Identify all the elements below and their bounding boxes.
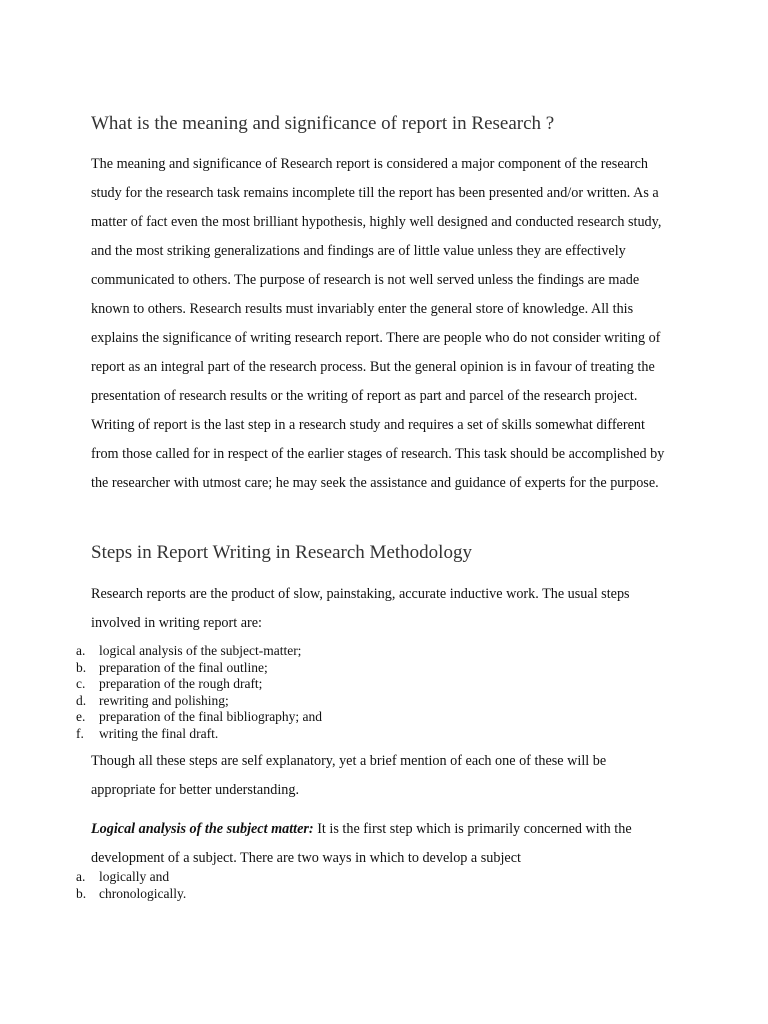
paragraph-line: presentation of research results or the writing of report as part and parcel of the research project.	[91, 388, 638, 404]
paragraph-line: the researcher with utmost care; he may seek the assistance and guidance of experts for the purpose.	[91, 475, 659, 491]
paragraph-line: appropriate for better understanding.	[91, 782, 300, 798]
list-item	[76, 693, 322, 710]
list-item-text: logically and	[99, 869, 170, 884]
list-item	[76, 726, 322, 743]
list-item	[76, 643, 322, 660]
list-item-text: rewriting and polishing;	[99, 692, 229, 708]
list-item-text: writing the final draft.	[99, 725, 219, 741]
list-item-text: preparation of the rough draft;	[99, 676, 263, 691]
list-item	[76, 676, 322, 693]
paragraph-line: study for the research task remains incomplete till the report has been presented and/or written. As a	[91, 185, 659, 201]
paragraph-line: Writing of report is the last step in a research study and requires a set of skills somewhat different	[91, 417, 645, 433]
paragraph-line: involved in writing report are:	[91, 615, 262, 631]
paragraph-logical-analysis	[91, 815, 691, 873]
section-heading-meaning: What is the meaning and significance of report in Research ?	[91, 113, 555, 134]
paragraph-line: communicated to others. The purpose of research is not well served unless the findings are made	[91, 272, 640, 288]
list-item-text: preparation of the final bibliography; and	[99, 709, 323, 724]
list-marker: d.	[76, 692, 87, 708]
paragraph-line: from those called for in respect of the earlier stages of research. This task should be accomplished by	[91, 446, 665, 462]
paragraph-line: and the most striking generalizations and findings are of little value unless they are effectively	[91, 243, 626, 259]
ways-list	[76, 869, 186, 902]
paragraph-line: The meaning and significance of Research report is considered a major component of the research	[91, 156, 649, 172]
list-item	[76, 660, 322, 677]
paragraph-line: Research reports are the product of slow, painstaking, accurate inductive work. The usual steps	[91, 586, 630, 602]
section-heading-steps: Steps in Report Writing in Research Methodology	[91, 542, 472, 563]
logical-analysis-lead: Logical analysis of the subject matter:	[91, 821, 314, 837]
paragraph-line: known to others. Research results must invariably enter the general store of knowledge. All this	[91, 301, 634, 317]
list-item-text: preparation of the final outline;	[99, 659, 268, 675]
list-marker: a.	[76, 869, 86, 884]
paragraph-meaning	[91, 150, 691, 498]
list-marker: e.	[76, 709, 86, 724]
list-marker: f.	[76, 725, 84, 741]
list-marker: a.	[76, 643, 86, 658]
list-item	[76, 869, 186, 886]
logical-analysis-text: It is the first step which is primarily concerned with the	[313, 821, 632, 837]
list-marker: c.	[76, 676, 86, 691]
paragraph-line: development of a subject. There are two ways in which to develop a subject	[91, 850, 521, 866]
list-item	[76, 886, 186, 903]
paragraph-line: report as an integral part of the research process. But the general opinion is in favour of treating the	[91, 359, 655, 375]
list-marker: b.	[76, 885, 87, 901]
paragraph-line: Though all these steps are self explanatory, yet a brief mention of each one of these will be	[91, 753, 607, 769]
list-item-text: chronologically.	[99, 885, 187, 901]
list-item	[76, 709, 322, 726]
paragraph-steps-summary	[91, 747, 691, 805]
paragraph-line: matter of fact even the most brilliant hypothesis, highly well designed and conducted research study,	[91, 214, 662, 230]
list-marker: b.	[76, 659, 87, 675]
list-item-text: logical analysis of the subject-matter;	[99, 643, 302, 658]
steps-list	[76, 643, 322, 742]
paragraph-line: explains the significance of writing research report. There are people who do not consider writing of	[91, 330, 661, 346]
paragraph-steps-intro	[91, 580, 691, 638]
paragraph-line	[91, 815, 691, 844]
